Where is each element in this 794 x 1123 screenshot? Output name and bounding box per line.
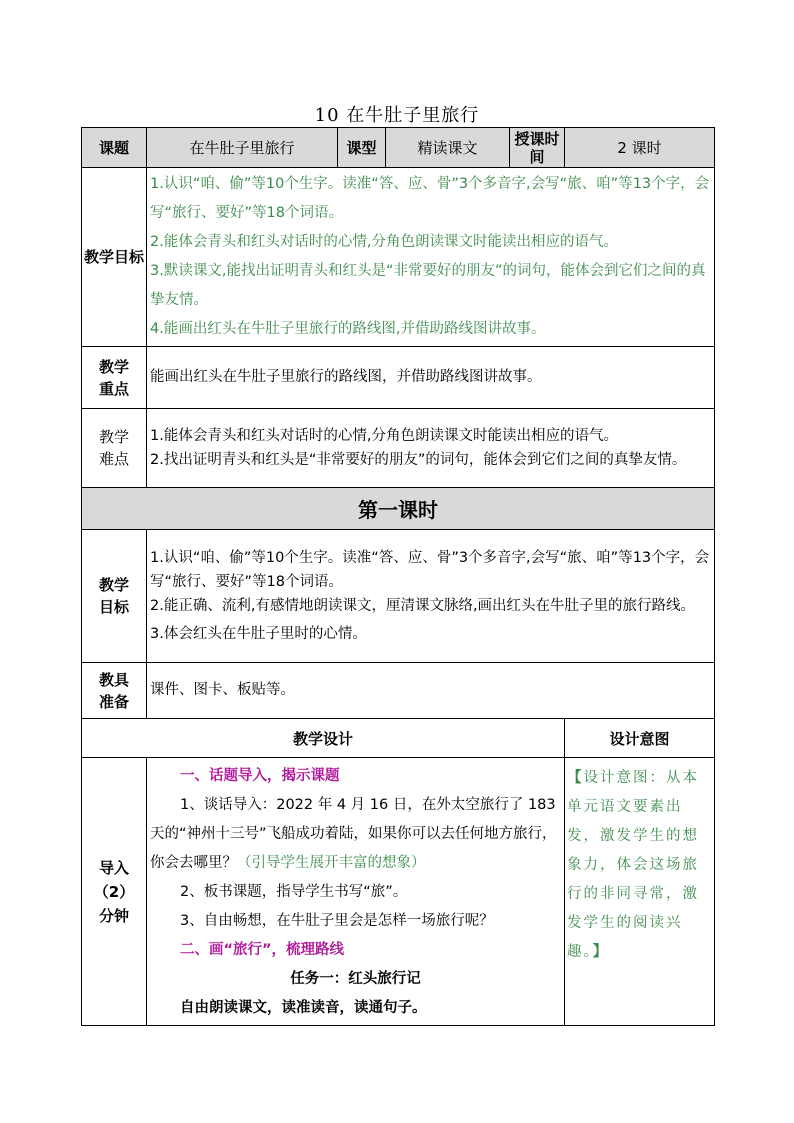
design-paragraph: 1、谈话导入：2022 年 4 月 16 日，在外太空旅行了 183 天的“神州十三号”飞船成功着陆，如果你可以去任何地方旅行，你会去哪里？（引导学生展开丰富的想象） xyxy=(150,797,557,871)
difficulty-item: 1.能体会青头和红头对话时的心情,分角色朗读课文时能读出相应的语气。 xyxy=(150,428,618,444)
design-intent: 【设计意图：从本单元语文要素出发，激发学生的想象力，体会这场旅行的非同寻常，激发学生的阅读兴趣。】 xyxy=(565,758,715,1026)
section-heading: 一、话题导入，揭示课题 xyxy=(180,768,340,784)
difficulty-item: 2.找出证明青头和红头是“非常要好的朋友”的词句，能体会到它们之间的真挚友情。 xyxy=(150,452,687,468)
difficulty-list xyxy=(147,409,715,488)
tools-text: 课件、图卡、板贴等。 xyxy=(147,663,715,719)
difficulty-label: 教学难点 xyxy=(82,409,147,488)
type-label: 课型 xyxy=(338,128,386,168)
intent-header: 设计意图 xyxy=(565,719,715,758)
task-title: 任务一：红头旅行记 xyxy=(290,971,421,987)
type-value: 精读课文 xyxy=(386,128,510,168)
section-heading: 二、画“旅行”，梳理路线 xyxy=(180,942,345,958)
topic-label: 课题 xyxy=(82,128,147,168)
time-label: 授课时间 xyxy=(510,128,565,168)
lesson-plan-table xyxy=(81,127,715,1026)
design-paragraph: 自由朗读课文，读准读音，读通句子。 xyxy=(180,1000,427,1016)
lesson-goal-item: 2.能正确、流利,有感情地朗读课文，厘清课文脉络,画出红头在牛肚子里的旅行路线。 xyxy=(150,598,696,614)
design-body xyxy=(147,758,565,1026)
phase-label: 导入（2）分钟 xyxy=(82,758,147,1026)
goals-list xyxy=(147,168,715,347)
goals-label: 教学目标 xyxy=(82,168,147,347)
design-paragraph: 2、板书课题，指导学生书写“旅”。 xyxy=(180,884,408,900)
goal-item: 2.能体会青头和红头对话时的心情,分角色朗读课文时能读出相应的语气。 xyxy=(150,234,618,250)
focus-label: 教学重点 xyxy=(82,347,147,409)
teacher-note: （引导学生展开丰富的想象） xyxy=(237,855,426,871)
goal-item: 1.认识“咱、偷”等10个生字。读准“答、应、骨”3个多音字,会写“旅、咱”等13个字，会写“旅行、要好”等18个词语。 xyxy=(150,176,710,221)
lesson-goal-item: 3.体会红头在牛肚子里时的心情。 xyxy=(150,626,367,642)
topic-value: 在牛肚子里旅行 xyxy=(147,128,338,168)
time-value: 2 课时 xyxy=(565,128,715,168)
lesson-goals-list xyxy=(147,530,715,663)
focus-text: 能画出红头在牛肚子里旅行的路线图，并借助路线图讲故事。 xyxy=(147,347,715,409)
tools-label: 教具准备 xyxy=(82,663,147,719)
lesson-one-title: 第一课时 xyxy=(82,488,715,530)
lesson-goals-label: 教学目标 xyxy=(82,530,147,663)
lesson-goal-item: 1.认识“咱、偷”等10个生字。读准“答、应、骨”3个多音字,会写“旅、咱”等13个字，会写“旅行、要好”等18个词语。 xyxy=(150,550,710,590)
goal-item: 4.能画出红头在牛肚子里旅行的路线图,并借助路线图讲故事。 xyxy=(150,321,546,337)
goal-item: 3.默读课文,能找出证明青头和红头是“非常要好的朋友”的词句，能体会到它们之间的真挚友情。 xyxy=(150,263,706,308)
design-header: 教学设计 xyxy=(82,719,565,758)
design-paragraph: 3、自由畅想，在牛肚子里会是怎样一场旅行呢？ xyxy=(180,913,494,929)
document-title: 10 在牛肚子里旅行 xyxy=(314,105,480,126)
